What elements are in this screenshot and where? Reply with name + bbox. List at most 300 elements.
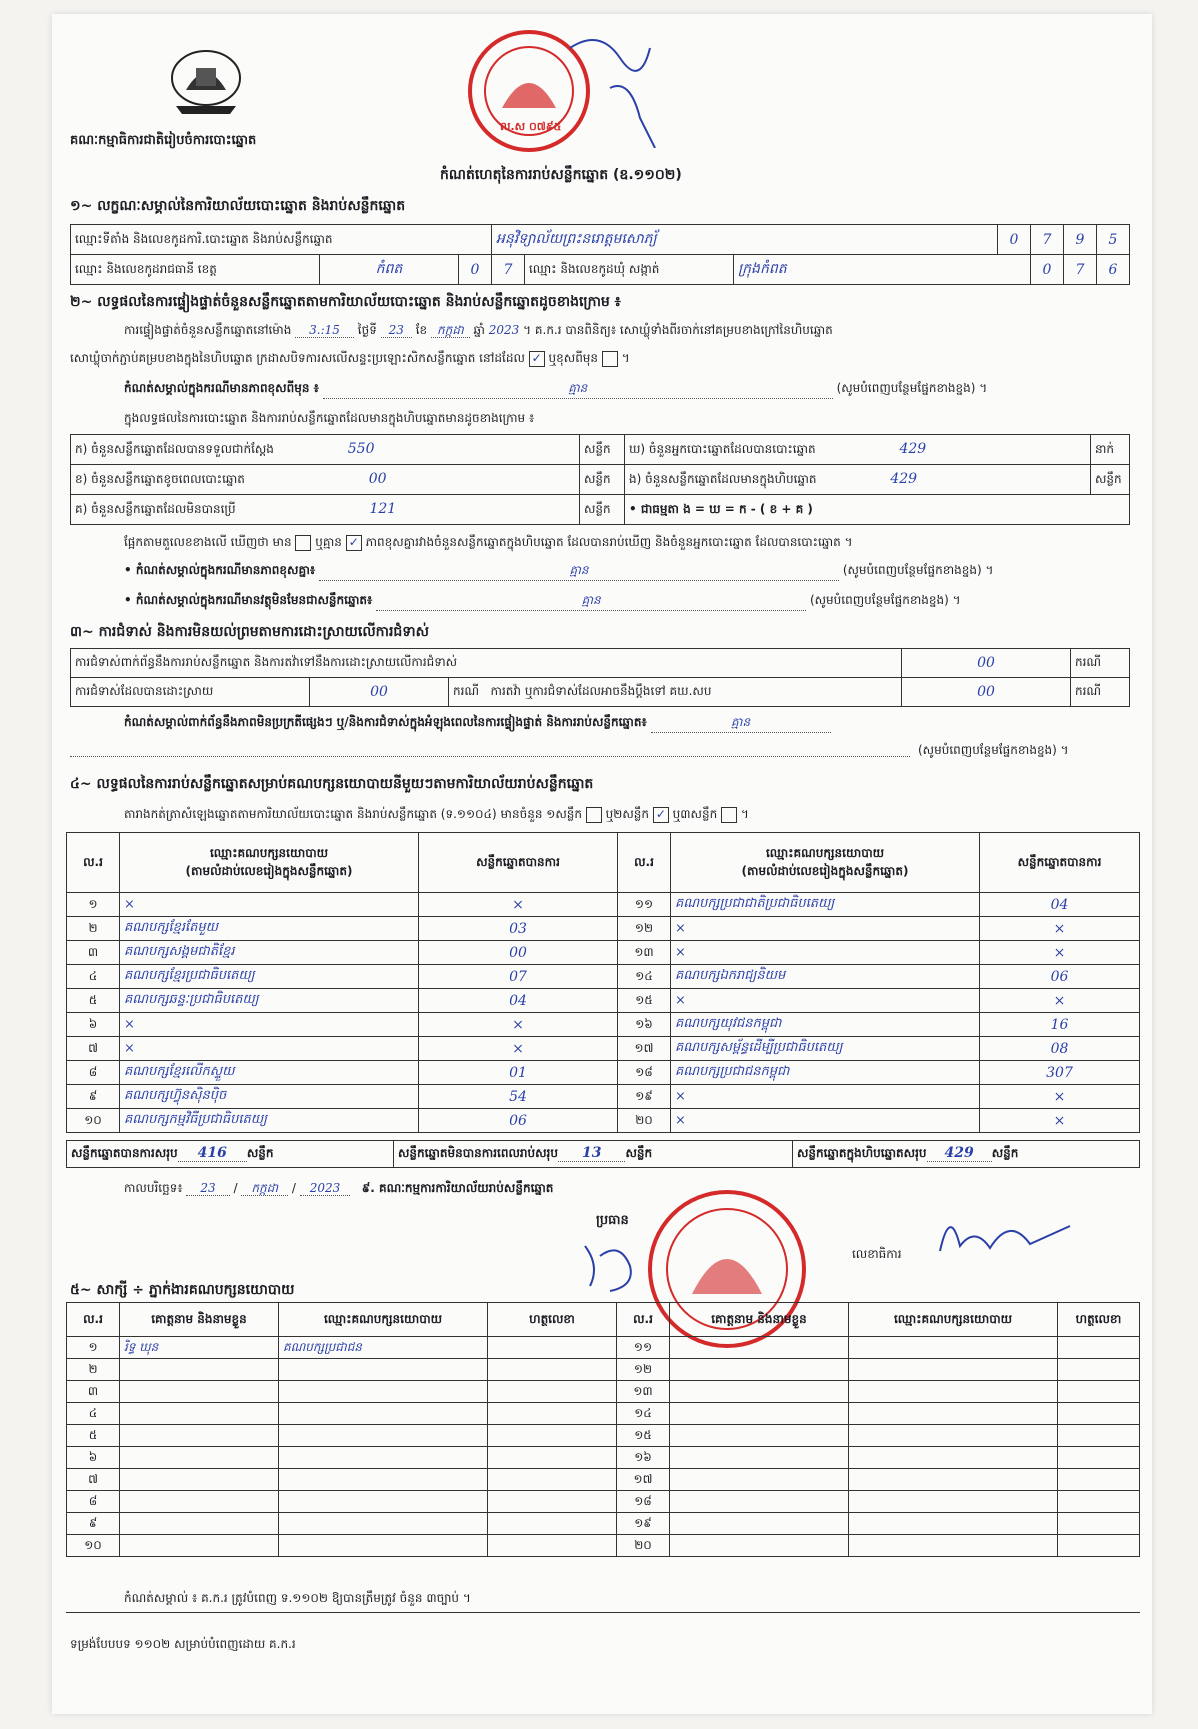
witness-signature[interactable] xyxy=(1058,1337,1140,1359)
commune-code-2: 7 xyxy=(1064,255,1097,285)
chair-signature xyxy=(580,1236,650,1300)
witness-signature[interactable] xyxy=(488,1403,617,1425)
result-party: គណបក្សខ្មែរលើកស្ទួយ xyxy=(120,1061,419,1085)
diff-note-line xyxy=(124,562,993,581)
witness-row xyxy=(67,1447,1140,1469)
witness-row xyxy=(67,1535,1140,1557)
result-party: × xyxy=(671,917,980,941)
count-b-label: ខ) ចំនួនសន្លឹកឆ្នោតខូចពេលបោះឆ្នោត xyxy=(75,471,245,486)
result-no: ៣ xyxy=(67,941,120,965)
foreign-note-value: គ្មាន xyxy=(376,592,806,611)
count-a-label: ក) ចំនួនសន្លឹកឆ្នោតដែលបានទទួលជាក់ស្តែង xyxy=(75,441,274,456)
witness-signature[interactable] xyxy=(488,1381,617,1403)
witness-name[interactable] xyxy=(670,1513,849,1535)
secretary-label: លេខាធិការ xyxy=(852,1247,902,1261)
total-invalid-value: 13 xyxy=(558,1145,625,1162)
count-e-label: ង) ចំនួនសន្លឹកឆ្នោតដែលមានក្នុងហិបឆ្នោត xyxy=(629,471,817,486)
date-month: កក្កដា xyxy=(241,1181,288,1196)
total-valid-cell xyxy=(67,1141,394,1168)
change-note-hint: (សូមបំពេញបន្ថែមផ្នែកខាងខ្នង) ។ xyxy=(836,381,988,395)
witness-row xyxy=(67,1381,1140,1403)
result-no: ១២ xyxy=(618,917,671,941)
result-votes: × xyxy=(419,1013,618,1037)
witness-name xyxy=(120,1447,279,1469)
witness-party xyxy=(279,1425,488,1447)
objection-row2b-label xyxy=(449,678,902,707)
result-row xyxy=(67,917,1140,941)
witness-signature[interactable] xyxy=(488,1491,617,1513)
witness-name xyxy=(120,1425,279,1447)
compare-rest: ភាពខុសគ្នារវាងចំនួនសន្លឹកឆ្នោតក្នុងហិបឆ្នោត ដែលបានរាប់ឃើញ និងចំនួនអ្នកបោះឆ្នោត ដែលបានបោះឆ្នោត ។ xyxy=(365,535,853,549)
col-party-right xyxy=(671,833,980,893)
result-no: ៧ xyxy=(67,1037,120,1061)
result-party: គណបក្សខ្មែរប្រជាធិបតេយ្យ xyxy=(120,965,419,989)
col-no-right: ល.រ xyxy=(618,833,671,893)
result-party: គណបក្សកម្មវិធីប្រជាធិបតេយ្យ xyxy=(120,1109,419,1133)
org-name: គណៈកម្មាធិការជាតិរៀបចំការបោះឆ្នោត xyxy=(70,133,257,148)
count-row-e xyxy=(625,465,1091,495)
result-votes: 01 xyxy=(419,1061,618,1085)
witness-signature[interactable] xyxy=(488,1337,617,1359)
section3-title: ៣~ ការជំទាស់ និងការមិនយល់ព្រមតាមការដោះស្រាយលើការជំទាស់ xyxy=(70,624,429,640)
witness-no: ៩ xyxy=(67,1513,120,1535)
witness-signature[interactable] xyxy=(488,1359,617,1381)
witness-no: ១៤ xyxy=(617,1403,670,1425)
objection-row2-label: ការជំទាស់ដែលបានដោះស្រាយ xyxy=(71,678,310,707)
col-party-left-sub: (តាមលំដាប់លេខរៀងក្នុងសន្លឹកឆ្នោត) xyxy=(185,863,353,878)
footer-divider xyxy=(66,1612,1140,1613)
witness-party: គណបក្សប្រជាជន xyxy=(279,1337,488,1359)
count-d-unit: នាក់ xyxy=(1091,435,1130,465)
witness-signature[interactable] xyxy=(1058,1403,1140,1425)
no-diff-checkbox[interactable]: ✓ xyxy=(346,535,362,551)
tally-intro: តារាងកត់ត្រាសំឡេងឆ្នោតតាមការិយាល័យបោះឆ្នោត និងរាប់សន្លឹកឆ្នោត (ទ.១១០៤) មានចំនួន ១សន្លឹក xyxy=(124,807,582,821)
result-no: ១៥ xyxy=(618,989,671,1013)
witness-party[interactable] xyxy=(849,1535,1058,1557)
changed-label: ឬខុសពីមុន xyxy=(548,351,599,365)
result-party: គណបក្សយុវជនកម្ពុជា xyxy=(671,1013,980,1037)
witness-no: ២០ xyxy=(617,1535,670,1557)
one-sheet-checkbox[interactable] xyxy=(586,807,602,823)
count-a-unit: សន្លឹក xyxy=(580,435,625,465)
witness-name[interactable] xyxy=(670,1337,849,1359)
result-no: ៨ xyxy=(67,1061,120,1085)
result-votes: × xyxy=(980,989,1140,1013)
verify-day: 23 xyxy=(381,323,412,338)
result-row xyxy=(67,1037,1140,1061)
result-votes: 07 xyxy=(419,965,618,989)
result-party: គណបក្សសម្ព័ន្ធដើម្បីប្រជាធិបតេយ្យ xyxy=(671,1037,980,1061)
witness-no: ១០ xyxy=(67,1535,120,1557)
foreign-note-label: • កំណត់សម្គាល់ក្នុងករណីមានវត្ថុមិនមែនជាសន្លឹកឆ្នោត៖ xyxy=(124,593,373,607)
result-votes: 06 xyxy=(419,1109,618,1133)
witness-signature[interactable] xyxy=(1058,1491,1140,1513)
province-label: ឈ្មោះ និងលេខកូដរាជធានី ខេត្ត xyxy=(71,255,320,285)
witness-name[interactable] xyxy=(670,1447,849,1469)
total-box-label: សន្លឹកឆ្នោតក្នុងហិបឆ្នោតសរុប xyxy=(797,1146,927,1160)
witness-party[interactable] xyxy=(849,1447,1058,1469)
result-party: គណបក្សឯករាជ្យនិយម xyxy=(671,965,980,989)
witness-party xyxy=(279,1491,488,1513)
objection-row1-label: ការជំទាស់ពាក់ព័ន្ធនឹងការរាប់សន្លឹកឆ្នោត និងការតវ៉ាទៅនឹងការដោះស្រាយលើការជំទាស់ xyxy=(71,649,902,678)
result-votes: 04 xyxy=(980,893,1140,917)
total-valid-label: សន្លឹកឆ្នោតបានការសរុប xyxy=(71,1146,178,1160)
col-votes-right: សន្លឹកឆ្នោតបានការ xyxy=(980,833,1140,893)
result-party: × xyxy=(120,1037,419,1061)
result-party: គណបក្សសង្គមជាតិខ្មែរ xyxy=(120,941,419,965)
witness-no: ១៧ xyxy=(617,1469,670,1491)
has-diff-checkbox[interactable] xyxy=(295,535,311,551)
result-party: គណបក្សខ្មែរតែមួយ xyxy=(120,917,419,941)
witness-row xyxy=(67,1469,1140,1491)
date-year: 2023 xyxy=(300,1181,351,1196)
witness-name xyxy=(120,1513,279,1535)
signature-top xyxy=(560,28,670,152)
objection-row2b-unit: ករណី xyxy=(1071,678,1130,707)
witness-party[interactable] xyxy=(849,1425,1058,1447)
witness-row xyxy=(67,1337,1140,1359)
witness-name xyxy=(120,1403,279,1425)
col-votes-left: សន្លឹកឆ្នោតបានការ xyxy=(419,833,618,893)
diff-note-value: គ្មាន xyxy=(319,562,839,581)
count-d-value: 429 xyxy=(899,440,927,457)
witness-no: ៤ xyxy=(67,1403,120,1425)
result-party: គណបក្សឆន្ទៈប្រជាធិបតេយ្យ xyxy=(120,989,419,1013)
secretary-signature xyxy=(930,1206,1080,1270)
result-votes: 16 xyxy=(980,1013,1140,1037)
witness-name xyxy=(120,1469,279,1491)
result-votes: × xyxy=(419,893,618,917)
three-sheet-checkbox[interactable] xyxy=(721,807,737,823)
witness-party xyxy=(279,1359,488,1381)
count-row-d xyxy=(625,435,1091,465)
witness-signature[interactable] xyxy=(488,1535,617,1557)
result-no: ២ xyxy=(67,917,120,941)
counts-table xyxy=(70,434,1130,525)
witness-signature[interactable] xyxy=(1058,1535,1140,1557)
changed-checkbox[interactable] xyxy=(602,351,618,367)
count-b-unit: សន្លឹក xyxy=(580,465,625,495)
result-no: ១៦ xyxy=(618,1013,671,1037)
result-votes: 06 xyxy=(980,965,1140,989)
witness-signature[interactable] xyxy=(488,1513,617,1535)
verify-line-2-text: សោឃ្លុំចាក់ភ្ជាប់គម្របខាងក្នុងនៃហិបឆ្នោត ក្រដាសបិទការសលើសន្ទះប្រឡោះសិកសន្លឹកឆ្នោត នៅដដែល xyxy=(70,351,525,365)
form-title: កំណត់ហេតុនៃការរាប់សន្លឹកឆ្នោត (ឧ.១១០២) xyxy=(440,167,682,183)
form-code: ទម្រង់បែបបទ ១១០២ សម្រាប់បំពេញដោយ គ.ក.រ xyxy=(70,1637,296,1651)
witness-name[interactable] xyxy=(670,1425,849,1447)
results-table xyxy=(66,832,1140,1133)
diff-note-label: • កំណត់សម្គាល់ក្នុងករណីមានភាពខុសគ្នា៖ xyxy=(124,563,316,577)
section2-title: ២~ លទ្ធផលនៃការផ្ទៀងផ្ទាត់ចំនួនសន្លឹកឆ្នោតតាមការិយាល័យបោះឆ្នោត និងរាប់សន្លឹកឆ្នោតដូចខាងក្រោម ៖ xyxy=(70,294,621,310)
witness-row xyxy=(67,1403,1140,1425)
witness-name: រិទ្ធ ឃុន xyxy=(120,1337,279,1359)
chair-label: ប្រធាន xyxy=(596,1213,629,1228)
total-box-cell xyxy=(793,1141,1140,1168)
col-no-left: ល.រ xyxy=(67,833,120,893)
objection-table xyxy=(70,648,1130,707)
objection-row2-value: 00 xyxy=(310,678,449,707)
result-votes: × xyxy=(419,1037,618,1061)
witness-no: ១៨ xyxy=(617,1491,670,1513)
total-box-value: 429 xyxy=(927,1145,992,1162)
foreign-note-line xyxy=(124,592,961,611)
result-no: ៩ xyxy=(67,1085,120,1109)
col-party-right-title: ឈ្មោះគណបក្សនយោបាយ xyxy=(765,845,885,860)
result-no: ១ xyxy=(67,893,120,917)
count-b-value: 00 xyxy=(368,470,387,487)
witness-no: ១ xyxy=(67,1337,120,1359)
commune-name: ក្រុងកំពត xyxy=(734,255,1031,285)
result-no: ១១ xyxy=(618,893,671,917)
result-party: គណបក្សប្រជាជនកម្ពុជា xyxy=(671,1061,980,1085)
witness-party[interactable] xyxy=(849,1337,1058,1359)
result-party: × xyxy=(671,1109,980,1133)
objection-row1-unit: ករណី xyxy=(1071,649,1130,678)
nec-emblem-icon xyxy=(166,48,246,120)
witness-signature[interactable] xyxy=(488,1469,617,1491)
two-sheet-label: ឬ២សន្លឹក xyxy=(605,807,650,821)
count-a-value: 550 xyxy=(347,440,375,457)
result-votes: 04 xyxy=(419,989,618,1013)
stamp-number: ល.ស ០៧៩៥ xyxy=(500,120,562,133)
result-row xyxy=(67,1085,1140,1109)
result-votes: × xyxy=(980,941,1140,965)
result-party: × xyxy=(671,989,980,1013)
witness-signature[interactable] xyxy=(1058,1513,1140,1535)
witness-no: ៨ xyxy=(67,1491,120,1513)
counts-intro: ក្នុងលទ្ធផលនៃការបោះឆ្នោត និងការរាប់សន្លឹកឆ្នោតដែលមានក្នុងហិបឆ្នោតមានដូចខាងក្រោម ៖ xyxy=(124,411,535,425)
witness-signature[interactable] xyxy=(1058,1425,1140,1447)
result-no: ៤ xyxy=(67,965,120,989)
col-party-left xyxy=(120,833,419,893)
result-row xyxy=(67,1013,1140,1037)
station-name: អនុវិទ្យាល័យព្រះនរោត្តមសោភ្យ័ xyxy=(492,225,998,255)
commune-code-1: 0 xyxy=(1031,255,1064,285)
compare-line xyxy=(124,534,853,552)
result-votes: 54 xyxy=(419,1085,618,1109)
witness-col-name-right: គោត្តនាម និងនាមខ្លួន xyxy=(670,1303,849,1337)
witness-party[interactable] xyxy=(849,1469,1058,1491)
verify-line-1 xyxy=(124,322,833,340)
result-row xyxy=(67,1061,1140,1085)
result-row xyxy=(67,989,1140,1013)
foreign-note-hint: (សូមបំពេញបន្ថែមផ្នែកខាងខ្នង) ។ xyxy=(809,593,961,607)
witness-no: ២ xyxy=(67,1359,120,1381)
count-row-c xyxy=(71,495,580,525)
result-votes: 307 xyxy=(980,1061,1140,1085)
compare-prefix: ផ្អែកតាមតួលេខខាងលើ ឃើញថា មាន xyxy=(124,535,292,549)
result-no: ១៣ xyxy=(618,941,671,965)
witness-no: ១៥ xyxy=(617,1425,670,1447)
witness-signature[interactable] xyxy=(488,1447,617,1469)
count-e-unit: សន្លឹក xyxy=(1091,465,1130,495)
witness-party[interactable] xyxy=(849,1491,1058,1513)
witness-name xyxy=(120,1381,279,1403)
verify-time: 3.:15 xyxy=(295,323,354,338)
objection-row2-unit: ករណី xyxy=(453,684,480,698)
total-box-unit: សន្លឹក xyxy=(991,1146,1019,1160)
witness-party[interactable] xyxy=(849,1403,1058,1425)
total-invalid-unit: សន្លឹក xyxy=(625,1146,653,1160)
no-diff-label: ឬគ្មាន xyxy=(315,535,342,549)
witness-party xyxy=(279,1403,488,1425)
formula: • ជាធម្មតា ង = ឃ = ក - ( ខ + គ ) xyxy=(625,495,1130,525)
objection-note-value: គ្មាន xyxy=(651,714,831,733)
objection-note-hint: (សូមបំពេញបន្ថែមផ្នែកខាងខ្នង) ។ xyxy=(918,743,1069,757)
witness-no: ៧ xyxy=(67,1469,120,1491)
total-valid-unit: សន្លឹក xyxy=(246,1146,274,1160)
result-no: ១៧ xyxy=(618,1037,671,1061)
count-e-value: 429 xyxy=(890,470,918,487)
section4-title: ៤~ លទ្ធផលនៃការរាប់សន្លឹកឆ្នោតសម្រាប់គណបក្សនយោបាយនីមួយៗតាមការិយាល័យរាប់សន្លឹកឆ្នោត xyxy=(70,776,594,792)
witness-col-sign-left: ហត្ថលេខា xyxy=(488,1303,617,1337)
witness-col-name-left: គោត្តនាម និងនាមខ្លួន xyxy=(120,1303,279,1337)
col-party-right-sub: (តាមលំដាប់លេខរៀងក្នុងសន្លឹកឆ្នោត) xyxy=(741,863,909,878)
result-row xyxy=(67,1109,1140,1133)
result-row xyxy=(67,941,1140,965)
objection-row2b-text: ការតវ៉ា ឬការជំទាស់ដែលអាចនឹងប្តឹងទៅ គឃ.សប xyxy=(490,684,712,698)
footer-note: កំណត់សម្គាល់ ៖ គ.ក.រ ត្រូវបំពេញ ទ.១១០២ ឱ្យបានត្រឹមត្រូវ ចំនួន ៣ច្បាប់ ។ xyxy=(124,1591,471,1605)
time-prefix: ការផ្ទៀងផ្ទាត់ចំនួនសន្លឹកឆ្នោតនៅម៉ោង xyxy=(124,323,292,337)
result-votes: × xyxy=(980,917,1140,941)
count-row-a xyxy=(71,435,580,465)
result-no: ១៤ xyxy=(618,965,671,989)
result-party: × xyxy=(671,1085,980,1109)
result-no: ២០ xyxy=(618,1109,671,1133)
witness-no: ៣ xyxy=(67,1381,120,1403)
tally-sheet-line: តារាងកត់ត្រាសំឡេងឆ្នោតតាមការិយាល័យបោះឆ្នោត និងរាប់សន្លឹកឆ្នោត (ទ.១១០៤) មានចំនួន ១សន្លឹក ឬ២សន្លឹក ✓ ឬ៣សន្លឹក ។ xyxy=(124,806,749,821)
witness-col-party-right: ឈ្មោះគណបក្សនយោបាយ xyxy=(849,1303,1058,1337)
witness-name[interactable] xyxy=(670,1491,849,1513)
witness-no: ១៩ xyxy=(617,1513,670,1535)
month-label: ខែ xyxy=(415,323,428,337)
witness-row xyxy=(67,1491,1140,1513)
commune-code-3: 6 xyxy=(1097,255,1130,285)
result-party: × xyxy=(671,941,980,965)
total-valid-value: 416 xyxy=(178,1145,247,1162)
witness-signature[interactable] xyxy=(1058,1381,1140,1403)
change-note-line xyxy=(124,380,1134,399)
result-votes: 08 xyxy=(980,1037,1140,1061)
result-party: គណបក្សហ៊្វុនស៊ិនប៉ិច xyxy=(120,1085,419,1109)
result-votes: × xyxy=(980,1109,1140,1133)
count-c-value: 121 xyxy=(369,500,397,517)
witness-col-party-left: ឈ្មោះគណបក្សនយោបាយ xyxy=(279,1303,488,1337)
witness-no: ១១ xyxy=(617,1337,670,1359)
province-code-2: 7 xyxy=(492,255,525,285)
station-table xyxy=(70,224,1130,285)
section1-title: ១~ លក្ខណៈសម្គាល់នៃការិយាល័យបោះឆ្នោត និងរាប់សន្លឹកឆ្នោត xyxy=(70,198,406,214)
result-votes: 03 xyxy=(419,917,618,941)
verify-line-1-rest: ។ គ.ក.រ បានពិនិត្យ៖ សោឃ្លុំទាំងពីរចាក់នៅគម្របខាងក្រៅនៃហិបឆ្នោត xyxy=(523,323,833,337)
result-no: ១០ xyxy=(67,1109,120,1133)
objection-row2b-value: 00 xyxy=(902,678,1071,707)
witness-col-no-right: ល.រ xyxy=(617,1303,670,1337)
totals-table xyxy=(66,1140,1140,1168)
witness-signature[interactable] xyxy=(1058,1469,1140,1491)
witness-name xyxy=(120,1491,279,1513)
day-label: ថ្ងៃទី xyxy=(357,323,377,337)
witness-signature[interactable] xyxy=(488,1425,617,1447)
witness-party xyxy=(279,1513,488,1535)
witness-party[interactable] xyxy=(849,1381,1058,1403)
witness-party[interactable] xyxy=(849,1513,1058,1535)
witness-party xyxy=(279,1381,488,1403)
verify-month: កក្កដា xyxy=(431,323,470,338)
result-no: ៦ xyxy=(67,1013,120,1037)
change-note-value: គ្មាន xyxy=(323,380,833,399)
witness-name[interactable] xyxy=(670,1359,849,1381)
witness-name[interactable] xyxy=(670,1403,849,1425)
two-sheet-checkbox[interactable]: ✓ xyxy=(653,807,669,823)
witness-row xyxy=(67,1513,1140,1535)
result-row xyxy=(67,965,1140,989)
witness-no: ៥ xyxy=(67,1425,120,1447)
result-votes: 00 xyxy=(419,941,618,965)
witness-signature[interactable] xyxy=(1058,1447,1140,1469)
witness-name[interactable] xyxy=(670,1469,849,1491)
witness-no: ១២ xyxy=(617,1359,670,1381)
change-note-label: កំណត់សម្គាល់ក្នុងករណីមានភាពខុសពីមុន ៖ xyxy=(124,381,319,395)
witness-col-sign-right: ហត្ថលេខា xyxy=(1058,1303,1140,1337)
result-no: ១៩ xyxy=(618,1085,671,1109)
objection-note-label: កំណត់សម្គាល់ពាក់ព័ន្ធនឹងភាពមិនប្រក្រតីផ្សេងៗ ឬ/និងការជំទាស់ក្នុងអំឡុងពេលនៃការផ្ទៀងផ្ទាត់ និងការរាប់សន្លឹកឆ្នោត៖ xyxy=(124,715,647,729)
section5-title: ៥~ សាក្សី ÷ ភ្នាក់ងារគណបក្សនយោបាយ xyxy=(70,1282,295,1298)
committee-label: ៩. គណៈកម្មការការិយាល័យរាប់សន្លឹកឆ្នោត xyxy=(361,1181,554,1195)
objection-note-line xyxy=(124,714,831,733)
count-d-label: ឃ) ចំនួនអ្នកបោះឆ្នោតដែលបានបោះឆ្នោត xyxy=(629,441,816,456)
witness-party xyxy=(279,1469,488,1491)
result-votes: × xyxy=(980,1085,1140,1109)
witness-name[interactable] xyxy=(670,1535,849,1557)
result-no: ១៨ xyxy=(618,1061,671,1085)
unchanged-checkbox[interactable]: ✓ xyxy=(529,351,545,367)
witness-name xyxy=(120,1359,279,1381)
total-invalid-cell xyxy=(394,1141,793,1168)
witness-party[interactable] xyxy=(849,1359,1058,1381)
province-code-1: 0 xyxy=(459,255,492,285)
three-sheet-label: ឬ៣សន្លឹក xyxy=(672,807,718,821)
objection-row1-value: 00 xyxy=(902,649,1071,678)
result-no: ៥ xyxy=(67,989,120,1013)
witness-row xyxy=(67,1425,1140,1447)
verify-line-2: សោឃ្លុំចាក់ភ្ជាប់គម្របខាងក្នុងនៃហិបឆ្នោត ក្រដាសបិទការសលើសន្ទះប្រឡោះសិកសន្លឹកឆ្នោត នៅដដែល ✓ ឬខុសពីមុន ។ xyxy=(70,350,630,365)
witness-signature[interactable] xyxy=(1058,1359,1140,1381)
witness-party xyxy=(279,1535,488,1557)
witness-row xyxy=(67,1359,1140,1381)
verify-year: 2023 xyxy=(488,323,520,337)
date-line: កាលបរិច្ឆេទ៖ 23 / កក្កដា / 2023 ៩. គណៈកម្មការការិយាល័យរាប់សន្លឹកឆ្នោត xyxy=(124,1181,554,1195)
commune-label: ឈ្មោះ និងលេខកូដឃុំ សង្កាត់ xyxy=(525,255,734,285)
result-party: × xyxy=(120,1013,419,1037)
count-c-label: គ) ចំនួនសន្លឹកឆ្នោតដែលមិនបានប្រើ xyxy=(75,501,236,516)
station-code-1: 0 xyxy=(998,225,1031,255)
count-c-unit: សន្លឹក xyxy=(580,495,625,525)
station-code-3: 9 xyxy=(1064,225,1097,255)
result-row xyxy=(67,893,1140,917)
station-label: ឈ្មោះទីតាំង និងលេខកូដការិ.បោះឆ្នោត និងរាប់សន្លឹកឆ្នោត xyxy=(71,225,492,255)
witness-no: ៦ xyxy=(67,1447,120,1469)
station-code-4: 5 xyxy=(1097,225,1130,255)
witness-party xyxy=(279,1447,488,1469)
date-label: កាលបរិច្ឆេទ៖ xyxy=(124,1181,183,1195)
witness-name[interactable] xyxy=(670,1381,849,1403)
witness-col-no-left: ល.រ xyxy=(67,1303,120,1337)
date-day: 23 xyxy=(186,1181,229,1196)
station-code-2: 7 xyxy=(1031,225,1064,255)
objection-note-continuation xyxy=(70,742,910,757)
total-invalid-label: សន្លឹកឆ្នោតមិនបានការពេលរាប់សរុប xyxy=(398,1146,558,1160)
